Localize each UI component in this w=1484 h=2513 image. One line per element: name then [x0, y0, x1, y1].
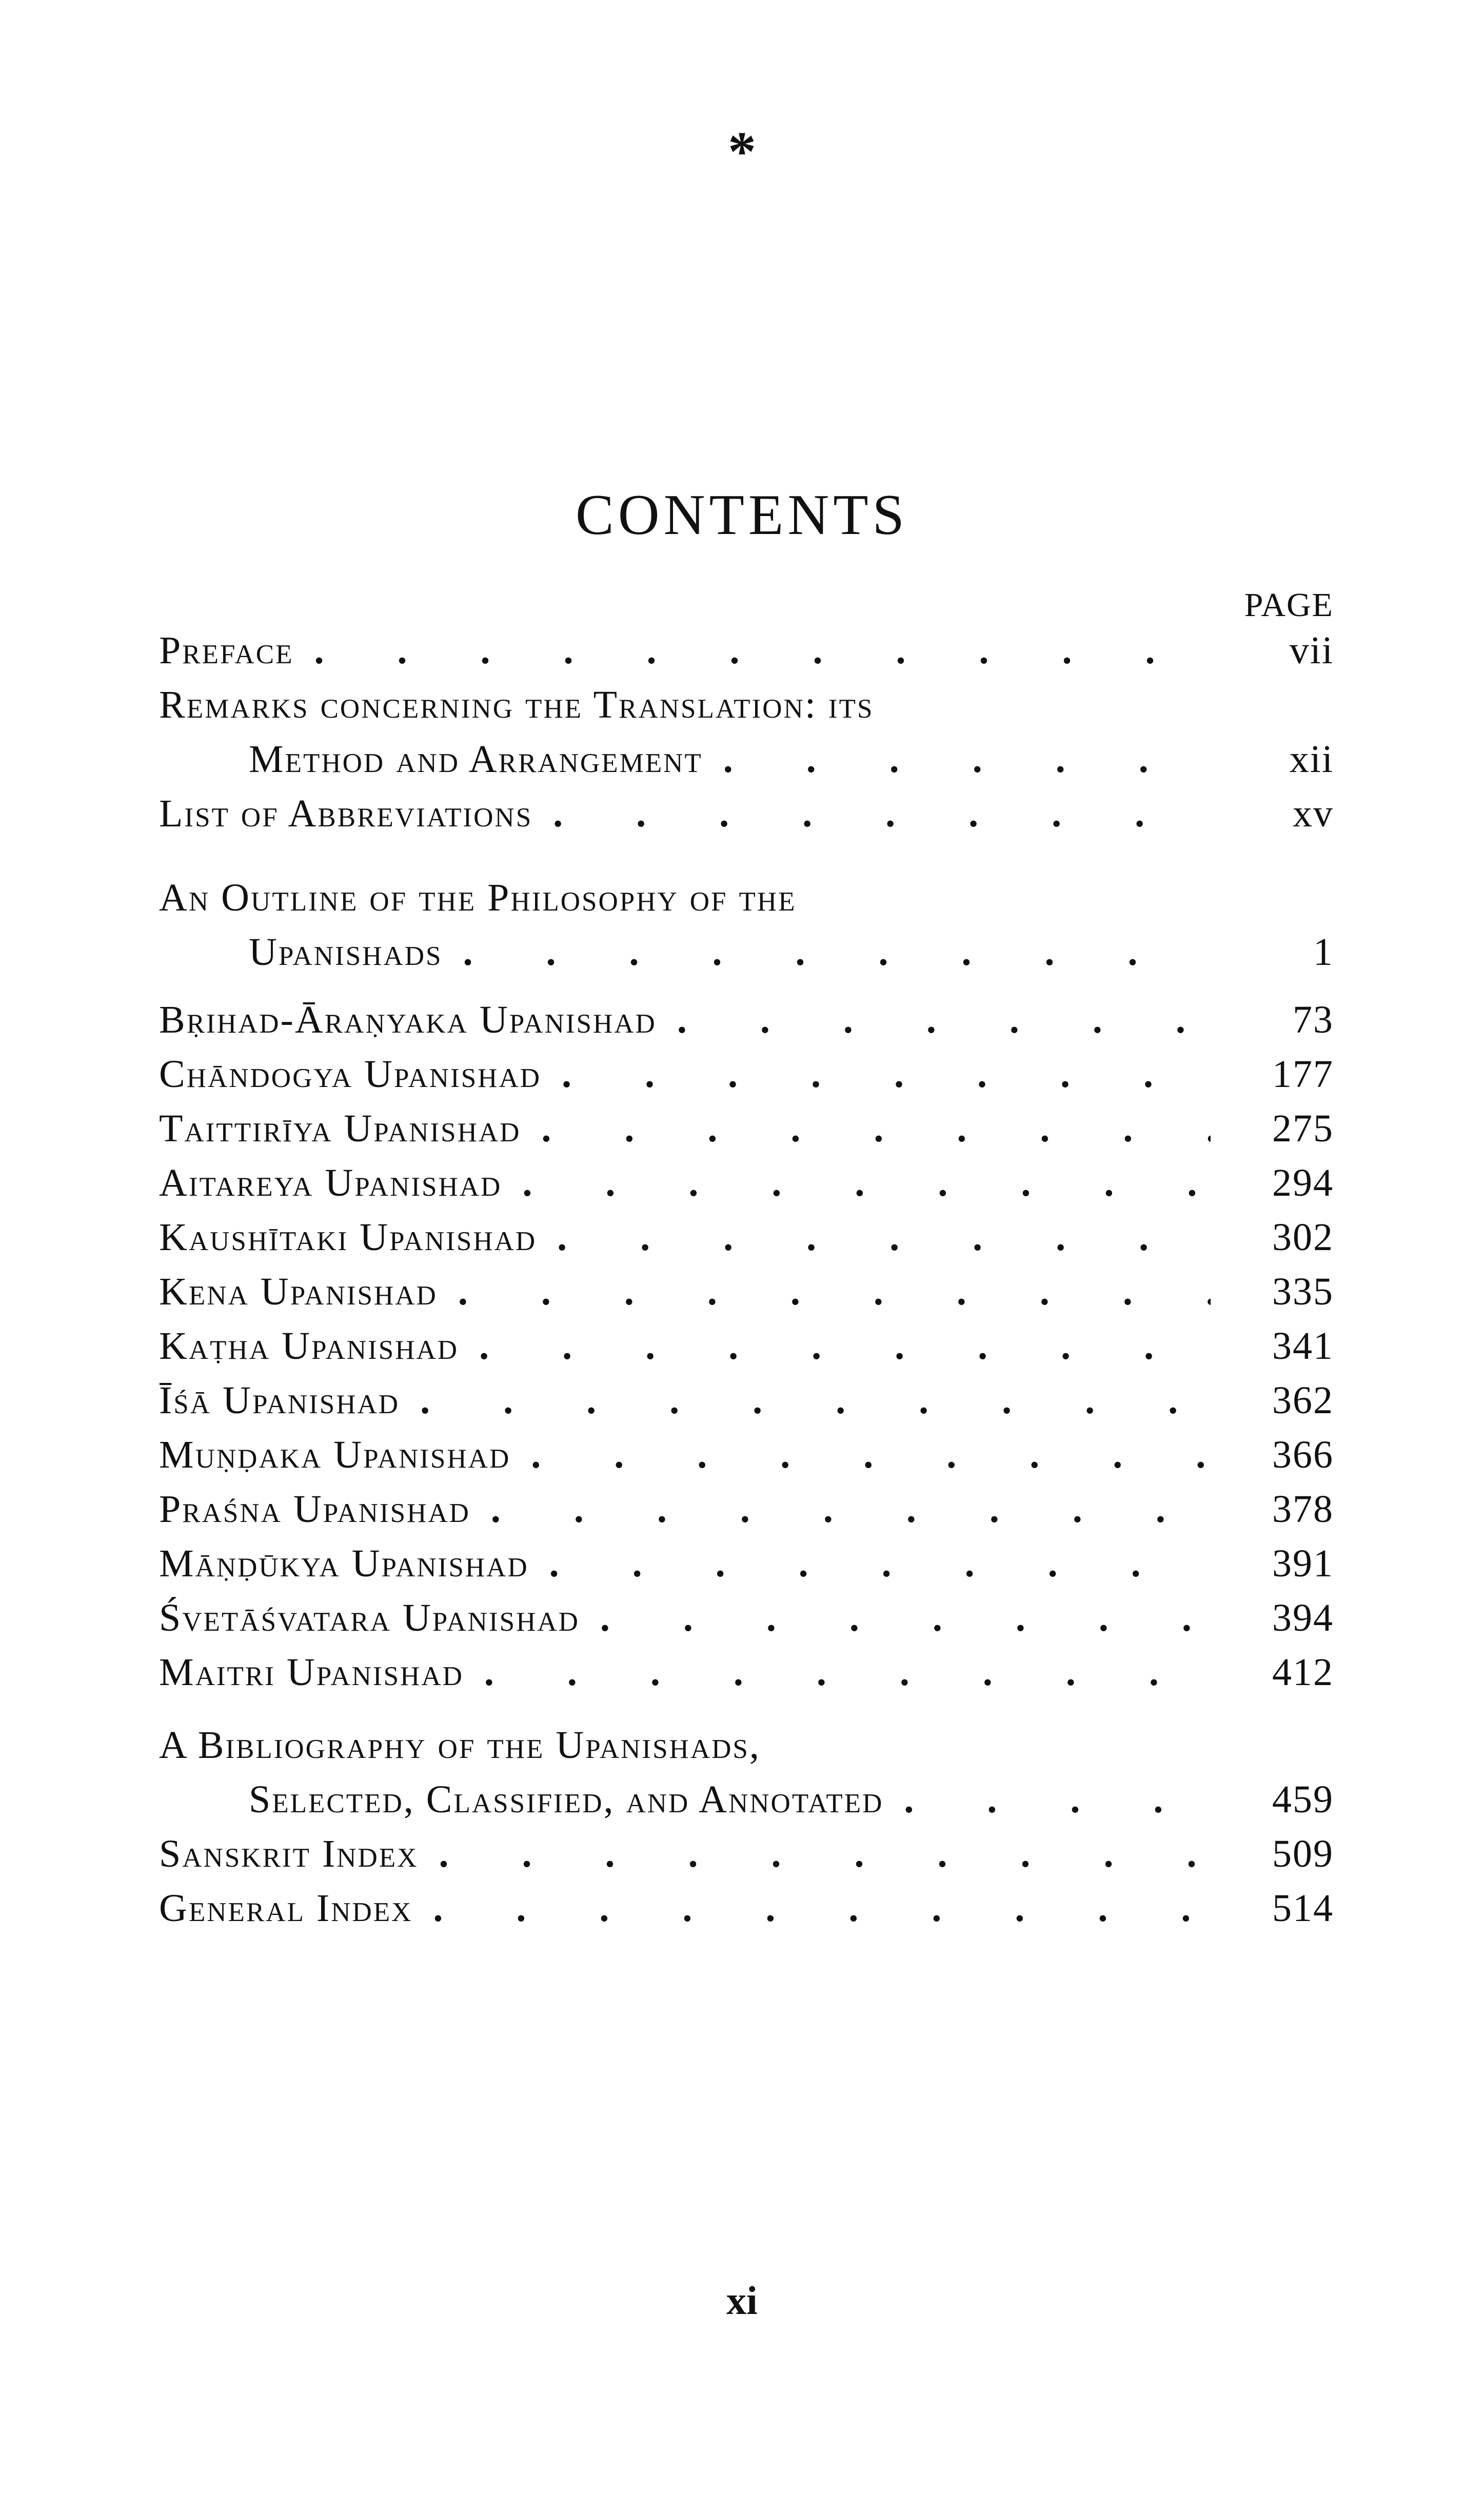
toc-entry-title: Maitri Upanishad [159, 1651, 464, 1694]
toc-entry-brihad-aranyaka[interactable] [159, 1000, 1334, 1055]
toc-entry-page: 394 [1272, 1596, 1334, 1639]
toc-entry-general-index[interactable] [159, 1889, 1334, 1943]
toc-entry-mundaka[interactable] [159, 1435, 1334, 1490]
toc-entry-page: 341 [1272, 1324, 1334, 1368]
toc-entry-page: 459 [1272, 1778, 1334, 1821]
toc-entry-title: Sanskrit Index [159, 1832, 419, 1875]
toc-entry-page: 294 [1272, 1161, 1334, 1204]
toc-entry-aitareya[interactable] [159, 1163, 1334, 1218]
toc-entry-title-continued: Selected, Classified, and Annotated [249, 1778, 884, 1821]
toc-entry-title: Kena Upanishad [159, 1270, 438, 1313]
toc-entry-maitri[interactable] [159, 1653, 1334, 1707]
leader-dots [703, 740, 1211, 779]
leader-dots [883, 1780, 1211, 1819]
toc-entry-page: 1 [1313, 931, 1334, 974]
toc-entry-abbreviations[interactable] [159, 794, 1334, 848]
toc-entry-title: Kaushītaki Upanishad [159, 1216, 537, 1259]
toc-entry-taittiriya[interactable] [159, 1109, 1334, 1163]
toc-entry-page: 73 [1293, 998, 1334, 1041]
toc-entry-title: List of Abbreviations [159, 792, 533, 835]
toc-entry-outline[interactable] [159, 878, 1334, 987]
toc-entry-katha[interactable] [159, 1324, 1334, 1381]
toc-entry-title: Māṇḍūkya Upanishad [159, 1542, 529, 1585]
toc-entry-prasna[interactable] [159, 1490, 1334, 1544]
ornament-star: * [728, 120, 756, 183]
leader-dots [580, 1598, 1211, 1637]
toc-entry-page: 378 [1272, 1488, 1334, 1531]
leader-dots [412, 1889, 1211, 1928]
leader-dots [541, 1055, 1211, 1094]
toc-entry-page: 177 [1272, 1053, 1334, 1096]
toc-entry-page: 302 [1272, 1216, 1334, 1259]
toc-entry-title: Īśā Upanishad [159, 1379, 400, 1422]
toc-entry-page: vii [1289, 629, 1334, 672]
leader-dots [521, 1109, 1211, 1148]
toc-entry-title-continued: Upanishads [249, 931, 443, 974]
leader-dots [529, 1544, 1211, 1583]
leader-dots [442, 933, 1211, 972]
toc-entry-title: Praśna Upanishad [159, 1488, 470, 1531]
toc-entry-title: Taittirīya Upanishad [159, 1107, 521, 1150]
toc-entry-title: Aitareya Upanishad [159, 1161, 502, 1204]
leader-dots [294, 631, 1211, 670]
toc-entry-page: 391 [1272, 1542, 1334, 1585]
toc-entry-title: Muṇḍaka Upanishad [159, 1433, 511, 1476]
toc-entry-page: 366 [1272, 1433, 1334, 1476]
toc-entry-title: Remarks concerning the Translation: its [159, 683, 874, 726]
leader-dots [438, 1272, 1211, 1311]
toc-entry-kaushitaki[interactable] [159, 1218, 1334, 1272]
toc-entry-mandukya[interactable] [159, 1544, 1334, 1598]
toc-entry-title: Chāndogya Upanishad [159, 1053, 542, 1096]
toc-entry-svetasvatara[interactable] [159, 1598, 1334, 1653]
leader-dots [502, 1163, 1211, 1202]
page-column-label: PAGE [1244, 586, 1334, 624]
toc-entry-title: Preface [159, 629, 294, 672]
toc-entry-page: xv [1293, 792, 1334, 835]
toc-entry-page: 514 [1272, 1887, 1334, 1930]
leader-dots [400, 1381, 1211, 1420]
leader-dots [470, 1490, 1211, 1529]
leader-dots [657, 1000, 1211, 1039]
toc-entry-page: 412 [1272, 1651, 1334, 1694]
leader-dots [510, 1435, 1211, 1474]
toc-entry-kena[interactable] [159, 1272, 1334, 1327]
toc-entry-page: 335 [1272, 1270, 1334, 1313]
leader-dots [537, 1218, 1211, 1257]
toc-entry-page: 275 [1272, 1107, 1334, 1150]
toc-entry-remarks[interactable] [159, 685, 1334, 794]
toc-entry-title: Bṛihad-Āraṇyaka Upanishad [159, 998, 657, 1041]
table-of-contents [159, 631, 1334, 1943]
page-number: xi [726, 2278, 758, 2323]
toc-entry-title: Kaṭha Upanishad [159, 1324, 459, 1368]
leader-dots [418, 1834, 1211, 1873]
toc-entry-title: Śvetāśvatara Upanishad [159, 1596, 580, 1639]
toc-entry-page: 509 [1272, 1832, 1334, 1875]
toc-entry-chandogya[interactable] [159, 1055, 1334, 1109]
leader-dots [464, 1653, 1211, 1692]
toc-entry-isa[interactable] [159, 1381, 1334, 1435]
toc-entry-title: General Index [159, 1887, 413, 1930]
toc-entry-page: 362 [1272, 1379, 1334, 1422]
leader-dots [459, 1327, 1211, 1366]
toc-entry-bibliography[interactable] [159, 1726, 1334, 1834]
leader-dots [532, 794, 1211, 833]
page-title: CONTENTS [576, 483, 908, 547]
toc-entry-title: A Bibliography of the Upanishads, [159, 1724, 761, 1767]
toc-entry-page: xii [1289, 738, 1334, 781]
toc-entry-sanskrit-index[interactable] [159, 1834, 1334, 1889]
toc-entry-preface[interactable] [159, 631, 1334, 685]
toc-entry-title-continued: Method and Arrangement [249, 738, 703, 781]
toc-entry-title: An Outline of the Philosophy of the [159, 876, 797, 919]
